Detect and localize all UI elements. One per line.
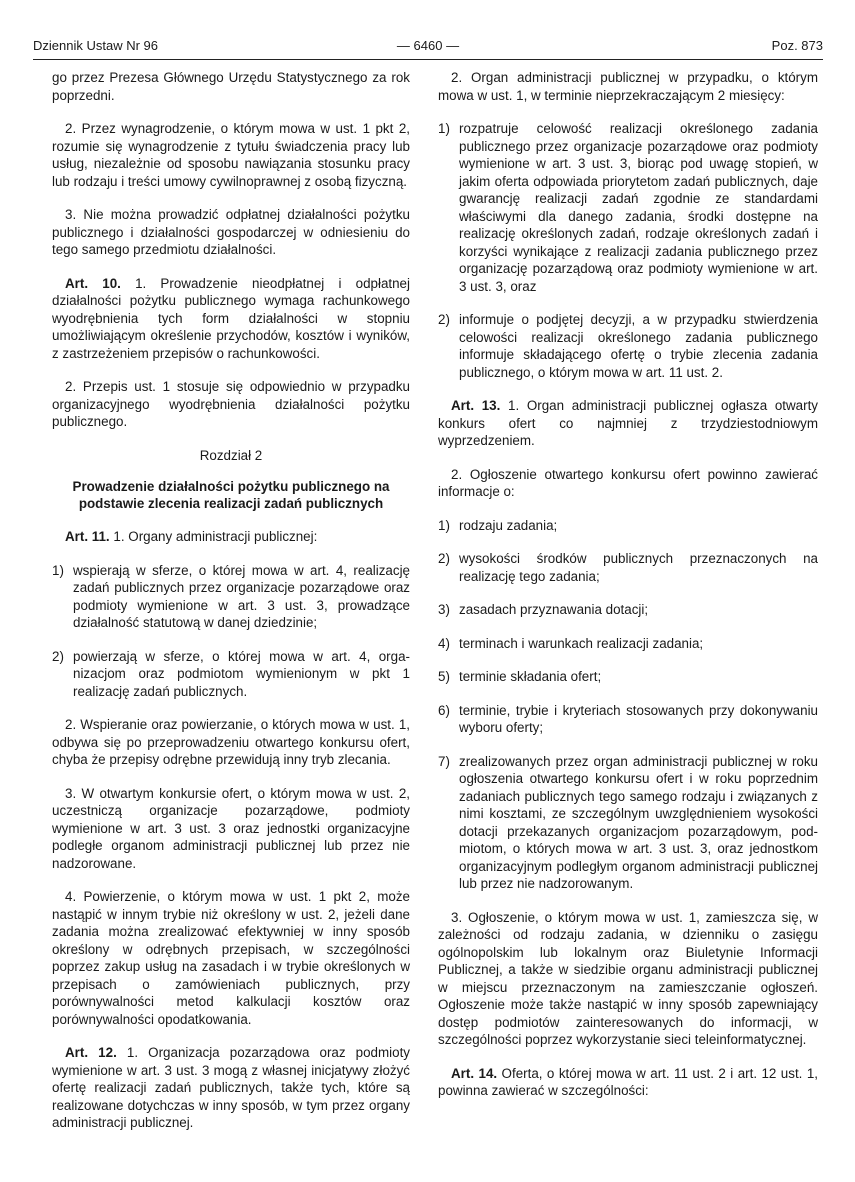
list-item	[438, 550, 818, 585]
art9-para3: 3. Nie można prowadzić odpłatnej działalności pożytku publicznego i działalności gospodarczej w odniesieniu do tego samego przedmiotu działalności.	[52, 207, 410, 257]
art14-text: Oferta, o której mowa w art. 11 ust. 2 i art. 12 ust. 1, powinna zawierać w szczególności:	[438, 1065, 818, 1098]
art12-label: Art. 12.	[65, 1045, 117, 1060]
list-item-text: terminie składania ofert;	[459, 669, 602, 684]
list-item-text: powierzają w sferze, o której mowa w art. 4, organizacjom oraz podmiotom wymienionym w pkt 1 realizację zadań publicznych.	[73, 648, 410, 699]
left-column	[52, 69, 410, 1148]
paragraph-continuation: go przez Prezesa Głównego Urzędu Statystycznego za rok poprzedni.	[52, 70, 410, 103]
list-item-number: 7)	[438, 753, 450, 769]
list-item-number: 6)	[438, 702, 450, 718]
art12-para2: 2. Organ administracji publicznej w przypadku, o którym mowa w ust. 1, w terminie nieprzekraczającym 2 miesięcy:	[438, 70, 818, 103]
art11-para2: 2. Wspieranie oraz powierzanie, o których mowa w ust. 1, odbywa się po przeprowadzeniu otwartego konkursu ofert, chyba że przepisy odrębne przewidują inny tryb zlecania.	[52, 717, 410, 767]
chapter-title: Prowadzenie działalności pożytku publicznego na podstawie zlecenia realizacji zadań publicznych	[72, 479, 390, 511]
list-item-text: wysokości środków publicznych przeznaczonych na realizację tego zadania;	[459, 551, 818, 584]
header-rule	[33, 59, 823, 60]
list-item	[438, 120, 818, 295]
art13-para3: 3. Ogłoszenie, o którym mowa w ust. 1, zamieszcza się, w zależności od rodzaju zadania, w dzienniku o zasięgu ogólnopolskim lub lokalnym oraz Biuletynie Informacji Publicznej, a także w siedzibie organu administracji publicznej w miejscu przeznaczonym na zamieszczanie ogłoszeń. Ogłoszenie może także nastąpić w inny sposób zapewniający dostęp podmiotów zainteresowanych do informacji, w szczególności poprzez wykorzystanie sieci teleinformatycznej.	[438, 909, 818, 1047]
list-item-number: 2)	[438, 551, 450, 566]
art13-label: Art. 13.	[451, 398, 501, 413]
art12-text: 1. Organizacja pozarządowa oraz podmioty wymienione w art. 3 ust. 3 mogą z własnej inicjatywy złożyć ofertę realizacji zadań publicznych, także tych, które są realizowane dotychczas w inny sposób, w tym przez organy administracji publicznej.	[52, 1045, 410, 1130]
list-item	[438, 517, 818, 535]
list-item-text: wspierają w sferze, o której mowa w art. 4, realizację zadań publicznych przez organizacje pozarządowe oraz podmioty wymienione w art. 3 ust. 3, prowadzące działalność statutową w danej dziedzinie;	[73, 562, 410, 630]
list-item-text: informuje o podjętej decyzji, a w przypadku stwierdzenia celowości realizacji określonego zadania publicznego informuje składającego ofertę o trybie zlecenia zadania publicznego, o którym mowa w art. 11 ust. 2.	[459, 312, 818, 380]
list-item-number: 2)	[52, 648, 64, 664]
list-item-text: zrealizowanych przez organ administracji publicznej w roku ogłoszenia otwartego konkursu ofert i w roku poprzednim zadaniach publicznych tego samego rodzaju i związanych z nimi kosztami, ze szczególnym uwzględnieniem wysokości dotacji przekazanych organizacjom pozarządowym, podmiotom, o których mowa w art. 3 ust. 3, oraz jednostkom organizacyjnym podległym organom administracji publicznej lub przez nie nadzorowanym.	[459, 753, 818, 891]
list-item-number: 1)	[52, 562, 64, 578]
position-number: Poz. 873	[771, 38, 823, 53]
list-item	[438, 311, 818, 381]
list-item-number: 4)	[438, 635, 450, 651]
art10-text: 1. Prowadzenie nieodpłatnej i odpłatnej działalności pożytku publicznego wymaga rachunkowego wyodrębnienia tych form działalności w stopniu umożliwiającym określenie przychodów, kosztów i wyników, z zastrzeżeniem przepisów o rachunkowości.	[52, 275, 410, 361]
chapter-number: Rozdział 2	[199, 447, 263, 463]
page-header	[33, 38, 823, 58]
art11-para1	[52, 528, 410, 546]
art11-para4: 4. Powierzenie, o którym mowa w ust. 1 pkt 2, może nastąpić w innym trybie niż określony w ust. 2, jeżeli dane zadania można zrealizować efektywniej w inny sposób określony w odrębnych przepisach, w szczególności poprzez zakup usług na zasadach i w trybie określonych w przepisach o zamówieniach publicznych, przy porównywalności metod kalkulacji kosztów oraz porównywalności opodatkowania.	[52, 889, 410, 1027]
art10-para1	[52, 275, 410, 363]
art13-text: 1. Organ administracji publicznej ogłasza otwarty konkurs ofert co najmniej z trzydziestodniowym wyprzedzeniem.	[438, 398, 818, 448]
right-column	[438, 69, 818, 1116]
list-item	[438, 753, 818, 893]
list-item	[52, 562, 410, 632]
list-item-text: terminach i warunkach realizacji zadania;	[459, 635, 704, 651]
list-item-number: 1)	[438, 517, 450, 533]
art14-para1	[438, 1065, 818, 1100]
list-item-number: 5)	[438, 669, 450, 684]
art13-para1	[438, 397, 818, 450]
list-item-text: rozpatruje celowość realizacji określonego zadania publicznego przez organizacje pozarządowe oraz podmioty wymienione w art. 3 ust. 3, biorąc pod uwagę stopień, w jakim oferta odpowiada priorytetom zadań publicznych, daje gwarancję realizacji zadań zgodnie ze standardami właściwymi dla danego zadania, środki dostępne na realizację określonych zadań, rodzaje określonych zadań i korzyści wynikające z realizacji zadania publicznego przez organizację pozarządową oraz podmioty wymienione w art. 3 ust. 3, oraz	[459, 121, 818, 294]
journal-title: Dziennik Ustaw Nr 96	[33, 38, 158, 53]
art13-para2: 2. Ogłoszenie otwartego konkursu ofert powinno zawierać informacje o:	[438, 466, 818, 499]
art10-para2: 2. Przepis ust. 1 stosuje się odpowiednio w przypadku organizacyjnego wyodrębnienia działalności pożytku publicznego.	[52, 379, 410, 429]
list-item	[438, 601, 818, 619]
list-item-text: rodzaju zadania;	[459, 517, 558, 533]
art9-para2: 2. Przez wynagrodzenie, o którym mowa w ust. 1 pkt 2, rozumie się wynagrodzenie z tytułu świadczenia pracy lub usług, niezależnie od sposobu nawiązania stosunku pracy lub rodzaju i treści umowy cywilnoprawnej z osobą fizyczną.	[52, 121, 410, 189]
list-item	[438, 702, 818, 737]
art11-label: Art. 11.	[65, 529, 110, 544]
art12-para1	[52, 1044, 410, 1132]
list-item-number: 1)	[438, 121, 450, 136]
list-item-number: 3)	[438, 602, 450, 617]
art11-text: 1. Organy administracji publicznej:	[109, 529, 318, 544]
list-item	[52, 648, 410, 701]
list-item	[438, 668, 818, 686]
art11-para3: 3. W otwartym konkursie ofert, o którym mowa w ust. 2, uczestniczą organizacje pozarządowe, podmioty wymienione w art. 3 ust. 3 oraz jednostki organizacyjne podległe organom administracji publicznej lub przez nie nadzorowane.	[52, 785, 410, 871]
art10-label: Art. 10.	[65, 275, 121, 291]
list-item	[438, 635, 818, 653]
list-item-text: zasadach przyznawania dotacji;	[459, 602, 649, 617]
page-number: — 6460 —	[396, 38, 460, 53]
art14-label: Art. 14.	[451, 1065, 498, 1081]
list-item-text: terminie, trybie i kryteriach stosowanych przy dokonywaniu wyboru oferty;	[459, 702, 818, 735]
list-item-number: 2)	[438, 312, 450, 327]
